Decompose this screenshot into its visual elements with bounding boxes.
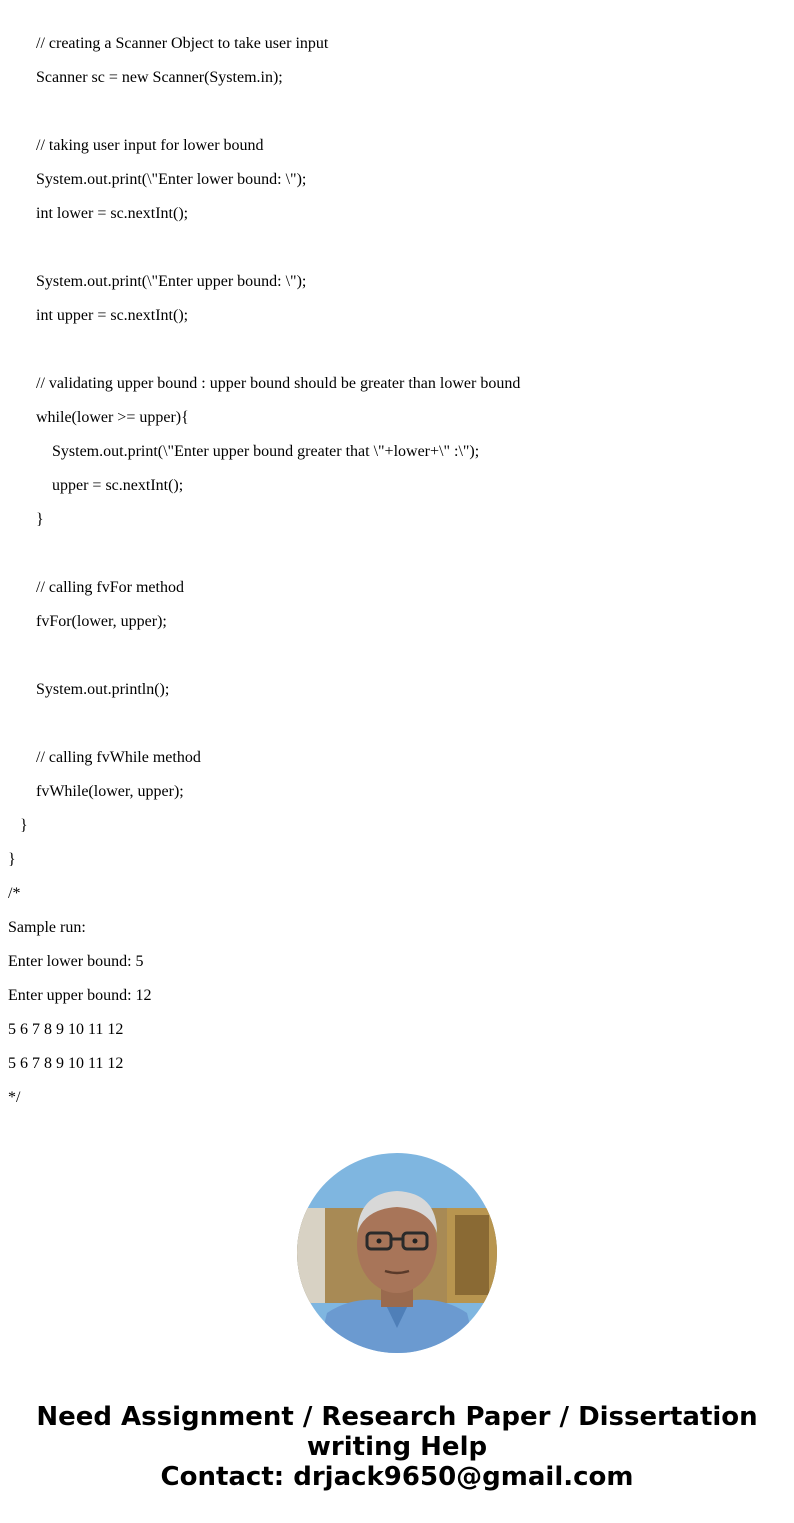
code-line: while(lower >= upper){ <box>8 409 189 426</box>
footer-contact-email: Contact: drjack9650@gmail.com <box>160 1462 634 1492</box>
code-line: */ <box>8 1089 21 1106</box>
code-line: int lower = sc.nextInt(); <box>8 205 189 222</box>
code-line: System.out.print(\"Enter lower bound: \"); <box>8 171 307 188</box>
code-line <box>8 231 788 265</box>
code-line: Enter upper bound: 12 <box>8 987 152 1004</box>
code-line <box>8 707 788 741</box>
code-line: upper = sc.nextInt(); <box>8 477 184 494</box>
code-line: fvWhile(lower, upper); <box>8 783 184 800</box>
code-line: Sample run: <box>8 919 86 936</box>
code-line: // calling fvWhile method <box>8 749 201 766</box>
contact-footer <box>0 1402 794 1492</box>
code-line: System.out.print(\"Enter upper bound: \"); <box>8 273 307 290</box>
code-line: fvFor(lower, upper); <box>8 613 167 630</box>
code-line: Scanner sc = new Scanner(System.in); <box>8 69 283 86</box>
code-line: 5 6 7 8 9 10 11 12 <box>8 1055 124 1072</box>
footer-headline: Need Assignment / Research Paper / Dissertation <box>36 1402 758 1432</box>
author-avatar <box>297 1153 497 1353</box>
code-line: System.out.println(); <box>8 681 170 698</box>
code-line: Enter lower bound: 5 <box>8 953 144 970</box>
code-line: } <box>8 511 44 528</box>
code-line: // calling fvFor method <box>8 579 184 596</box>
code-line: // creating a Scanner Object to take user input <box>8 35 329 52</box>
code-line <box>8 95 788 129</box>
code-line: 5 6 7 8 9 10 11 12 <box>8 1021 124 1038</box>
code-line: } <box>8 851 16 868</box>
footer-subheadline: writing Help <box>306 1432 488 1462</box>
code-line: int upper = sc.nextInt(); <box>8 307 189 324</box>
code-line: } <box>8 817 28 834</box>
code-line: System.out.print(\"Enter upper bound greater that \"+lower+\" :\"); <box>8 443 480 460</box>
code-line <box>8 639 788 673</box>
code-line: /* <box>8 885 21 902</box>
code-line: // validating upper bound : upper bound should be greater than lower bound <box>8 375 521 392</box>
code-listing <box>8 27 788 1115</box>
code-line <box>8 537 788 571</box>
code-line <box>8 333 788 367</box>
code-line: // taking user input for lower bound <box>8 137 264 154</box>
